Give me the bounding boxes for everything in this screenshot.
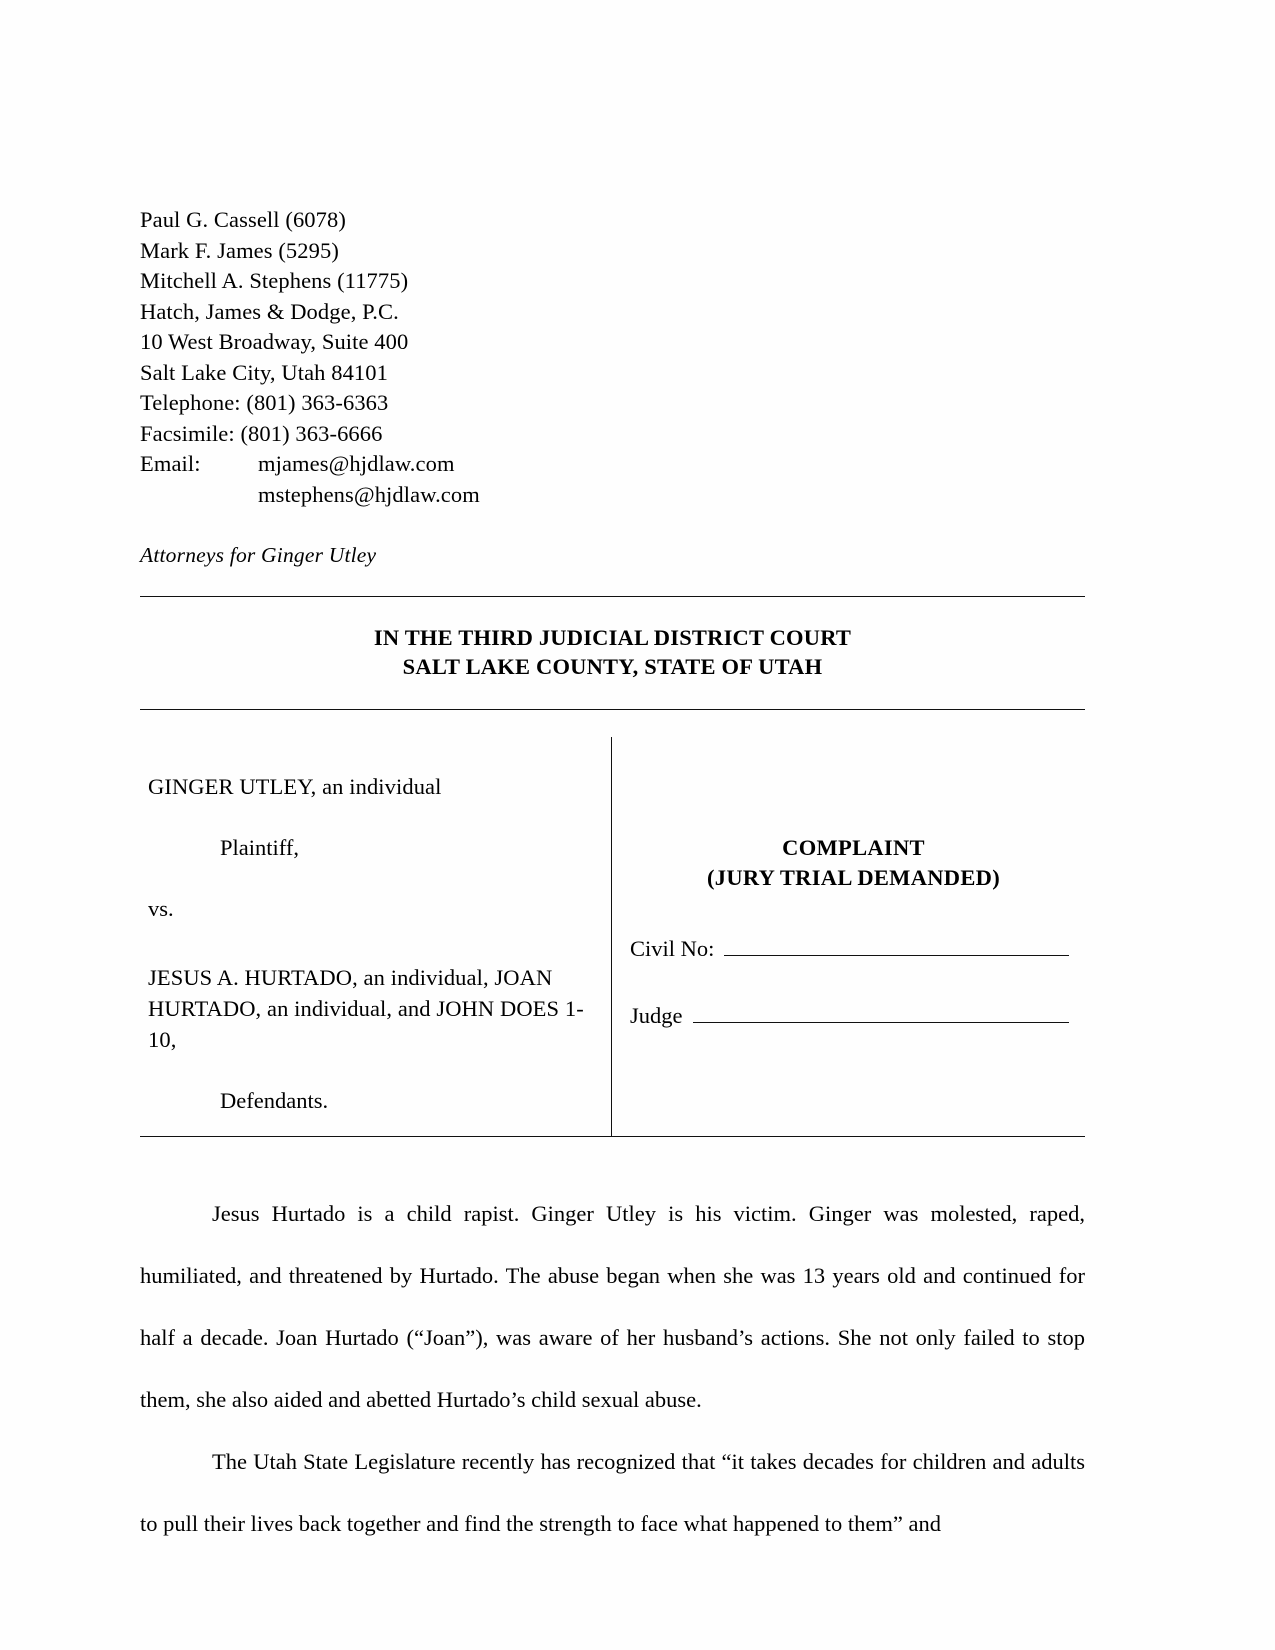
caption-case-info [612,737,1085,1136]
caption-parties [140,737,612,1136]
judge-row [630,1000,1077,1031]
attorneys-for-line: Attorneys for Ginger Utley [140,543,377,567]
defendants-label: Defendants. [220,1088,329,1113]
attorney-line: Telephone: (801) 363-6363 [140,390,389,415]
civil-number-input[interactable] [724,938,1069,956]
judge-label: Judge [630,1003,683,1028]
civil-number-row [630,933,1077,964]
defendant-names: JESUS A. HURTADO, an individual, JOAN HURTADO, an individual, and JOHN DOES 1-10, [148,965,584,1052]
court-heading-line-2: SALT LAKE COUNTY, STATE OF UTAH [402,654,823,679]
body-paragraph: The Utah State Legislature recently has recognized that “it takes decades for children and adults to pull their lives back together and find the strength to face what happened to them” and [140,1449,1085,1536]
attorney-line: Mark F. James (5295) [140,237,339,263]
complaint-title-line-2: (JURY TRIAL DEMANDED) [706,865,1001,890]
judge-input[interactable] [693,1005,1070,1023]
email-address-secondary: mstephens@hjdlaw.com [258,481,480,507]
attorney-line: Facsimile: (801) 363-6666 [140,420,383,446]
header-divider [140,596,1085,597]
caption-block [140,737,1085,1137]
attorney-block [140,205,1085,510]
court-heading-line-1: IN THE THIRD JUDICIAL DISTRICT COURT [373,625,852,650]
attorney-line: 10 West Broadway, Suite 400 [140,329,409,354]
plaintiff-name: GINGER UTLEY, an individual [148,774,442,799]
attorney-line: Mitchell A. Stephens (11775) [140,268,409,293]
versus-label: vs. [148,896,174,921]
email-address-primary: mjames@hjdlaw.com [258,451,455,476]
complaint-title [630,833,1077,893]
court-heading [140,623,1085,681]
complaint-title-line-1: COMPLAINT [782,835,925,860]
body-text [140,1183,1085,1555]
civil-number-label: Civil No: [630,936,715,961]
caption-bottom-divider [140,1136,1085,1137]
email-row [140,449,1085,480]
attorney-line: Paul G. Cassell (6078) [140,207,346,232]
caption-inner [140,737,1085,1136]
email-address-secondary-row [140,480,1085,511]
caption-top-divider [140,709,1085,710]
email-label: Email: [140,451,201,476]
plaintiff-label: Plaintiff, [220,835,299,860]
body-paragraph: Jesus Hurtado is a child rapist. Ginger Utley is his victim. Ginger was molested, raped, humiliated, and threatened by Hurtado. The abuse began when she was 13 years old and continued for half a decade. Joan Hurtado (“Joan”), was aware of her husband’s actions. She not only failed to stop them, she also aided and abetted Hurtado’s child sexual abuse. [140,1201,1085,1412]
attorney-line: Hatch, James & Dodge, P.C. [140,298,399,324]
document-content [140,205,1085,1555]
attorney-line: Salt Lake City, Utah 84101 [140,359,388,385]
